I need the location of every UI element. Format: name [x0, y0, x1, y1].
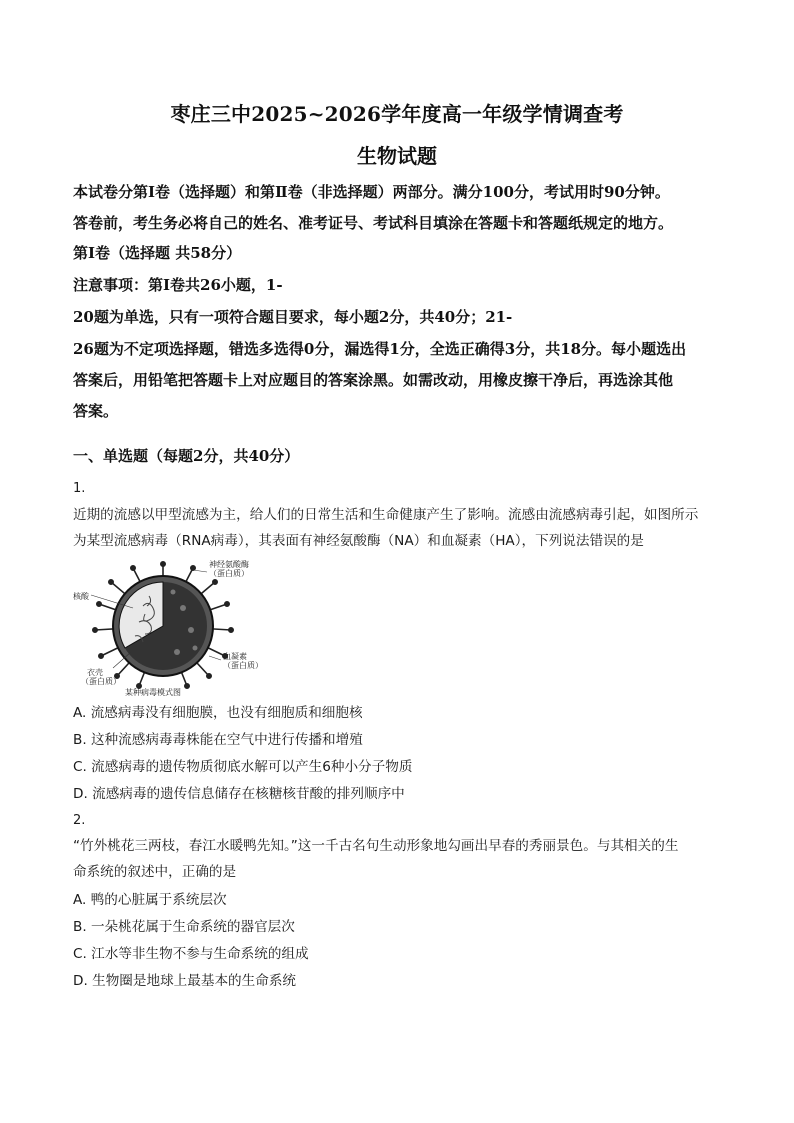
question-number: 2. — [73, 813, 86, 828]
option-d: D. 生物圈是地球上最基本的生命系统 — [73, 973, 297, 989]
figure-label: 衣壳 — [87, 668, 103, 677]
figure-caption: 某种病毒模式图 — [125, 688, 181, 697]
instruction-line: 答卷前，考生务必将自己的姓名、准考证号、考试科目填涂在答题卡和答题纸规定的地方。 — [73, 214, 674, 232]
instruction-line: 答案。 — [73, 402, 119, 420]
exam-title: 枣庄三中2025~2026学年度高一年级学情调查考 — [170, 102, 624, 126]
instruction-line: 第Ⅰ卷（选择题 共58分） — [73, 244, 242, 262]
option-b: B. 这种流感病毒毒株能在空气中进行传播和增殖 — [73, 732, 363, 748]
question-number: 1. — [73, 481, 86, 496]
figure-label: （蛋白质） — [209, 569, 249, 578]
option-d: D. 流感病毒的遗传信息储存在核糖核苷酸的排列顺序中 — [73, 786, 405, 802]
instruction-line: 本试卷分第Ⅰ卷（选择题）和第Ⅱ卷（非选择题）两部分。满分100分，考试用时90分钟。 — [73, 183, 670, 201]
virus-diagram — [73, 556, 273, 698]
instruction-line: 20题为单选，只有一项符合题目要求，每小题2分，共40分；21- — [73, 308, 513, 326]
figure-label: 血凝素 — [223, 652, 247, 661]
exam-subtitle: 生物试题 — [357, 144, 437, 168]
question-stem: 命系统的叙述中，正确的是 — [73, 864, 237, 880]
figure-label: （蛋白质） — [81, 677, 121, 686]
question-stem: 近期的流感以甲型流感为主，给人们的日常生活和生命健康产生了影响。流感由流感病毒引起，如图所示 — [73, 507, 699, 523]
option-b: B. 一朵桃花属于生命系统的器官层次 — [73, 919, 295, 935]
instruction-line: 26题为不定项选择题，错选多选得0分，漏选得1分，全选正确得3分，共18分。每小题选出 — [73, 340, 687, 358]
option-a: A. 鸭的心脏属于系统层次 — [73, 892, 227, 908]
option-a: A. 流感病毒没有细胞膜，也没有细胞质和细胞核 — [73, 705, 363, 721]
section-heading: 一、单选题（每题2分，共40分） — [73, 447, 300, 465]
instruction-line: 注意事项：第Ⅰ卷共26小题，1- — [73, 276, 283, 294]
figure-label: 神经氨酸酶 — [209, 560, 249, 569]
figure-label: 核酸 — [73, 592, 89, 601]
option-c: C. 江水等非生物不参与生命系统的组成 — [73, 946, 309, 962]
option-c: C. 流感病毒的遗传物质彻底水解可以产生6种小分子物质 — [73, 759, 413, 775]
question-stem: “竹外桃花三两枝，春江水暖鸭先知。”这一千古名句生动形象地勾画出早春的秀丽景色。与其相关的生 — [73, 838, 679, 854]
figure-label: （蛋白质） — [223, 661, 263, 670]
question-stem: 为某型流感病毒（RNA病毒），其表面有神经氨酸酶（NA）和血凝素（HA），下列说法错误的是 — [73, 533, 644, 549]
instruction-line: 答案后，用铅笔把答题卡上对应题目的答案涂黑。如需改动，用橡皮擦干净后，再选涂其他 — [73, 371, 674, 389]
